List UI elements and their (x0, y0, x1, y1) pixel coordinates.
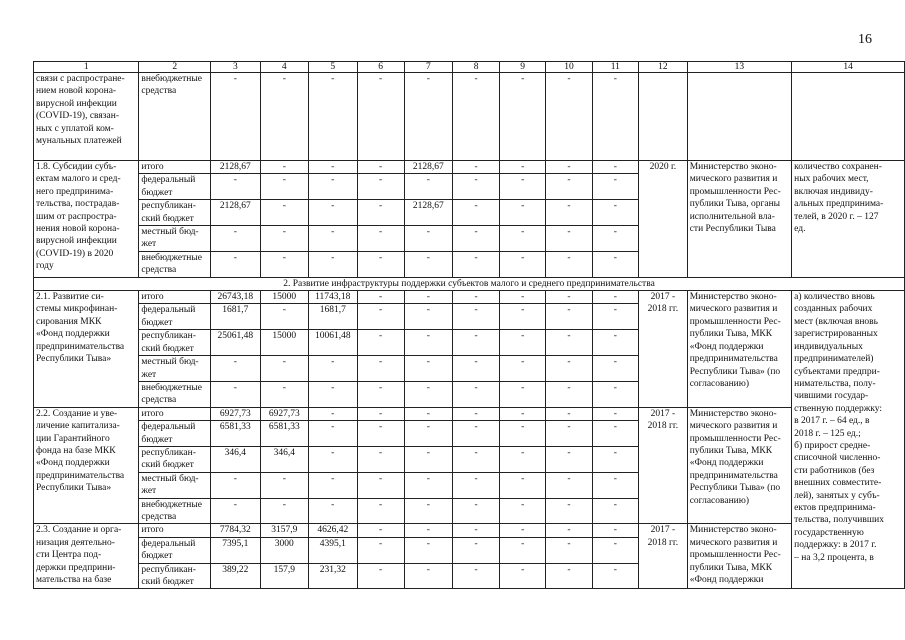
funding-source: республикан- ский бюджет (139, 563, 211, 589)
value-cell: - (500, 161, 546, 174)
value-cell: - (453, 291, 500, 304)
value-cell: - (453, 407, 500, 420)
value-cell: - (357, 381, 404, 407)
value-cell: 7395,1 (211, 537, 261, 563)
column-number-1: 1 (34, 62, 139, 73)
value-cell: - (592, 304, 638, 330)
value-cell: 6927,73 (211, 407, 261, 420)
value-cell: - (308, 356, 357, 382)
value-cell: - (211, 356, 261, 382)
value-cell: 1681,7 (308, 304, 357, 330)
value-cell: 3157,9 (260, 524, 308, 537)
value-cell: 11743,18 (308, 291, 357, 304)
funding-source: внебюджетные средства (139, 381, 211, 407)
value-cell: - (546, 73, 592, 161)
value-cell: - (260, 226, 308, 252)
value-cell: - (592, 226, 638, 252)
result-cell: количество сохранен- ных рабочих мест, включая индивиду- альных предпринима- телей, в 2020 г. – 127 ед. (792, 161, 905, 278)
value-cell: 26743,18 (211, 291, 261, 304)
value-cell: - (260, 304, 308, 330)
value-cell: - (592, 356, 638, 382)
value-cell: - (592, 407, 638, 420)
value-cell: - (260, 251, 308, 277)
value-cell: - (357, 472, 404, 498)
value-cell: - (357, 161, 404, 174)
value-cell: - (260, 472, 308, 498)
value-cell: - (500, 472, 546, 498)
value-cell: - (500, 498, 546, 524)
funding-source: внебюджетные средства (139, 498, 211, 524)
section-heading: 2. Развитие инфраструктуры поддержки субъектов малого и среднего предпринимательства (34, 277, 905, 290)
value-cell: - (308, 200, 357, 226)
value-cell: - (453, 226, 500, 252)
value-cell: - (308, 381, 357, 407)
value-cell: - (357, 446, 404, 472)
value-cell: - (592, 537, 638, 563)
value-cell: - (308, 498, 357, 524)
value-cell: - (260, 381, 308, 407)
value-cell: - (453, 174, 500, 200)
value-cell: - (404, 174, 452, 200)
value-cell: 10061,48 (308, 330, 357, 356)
value-cell: - (546, 421, 592, 447)
value-cell: - (308, 226, 357, 252)
value-cell: - (592, 446, 638, 472)
funding-source: местный бюд- жет (139, 472, 211, 498)
value-cell: - (404, 226, 452, 252)
program-table (33, 61, 905, 589)
value-cell: - (357, 524, 404, 537)
value-cell: - (211, 472, 261, 498)
funding-source: республикан- ский бюджет (139, 446, 211, 472)
measure-name: 2.3. Создание и орга- низация деятельно- сти Центра под- держки предприни- мательства на базе (34, 524, 139, 589)
value-cell: - (404, 498, 452, 524)
value-cell: - (260, 200, 308, 226)
funding-source: федеральный бюджет (139, 537, 211, 563)
measure-name: 2.2. Создание и уве- личение капитализа- ции Гарантийного фонда на базе МКК «Фонд поддержки предпринимательства Республики Тыва» (34, 407, 139, 524)
value-cell: - (546, 226, 592, 252)
value-cell: - (357, 73, 404, 161)
value-cell: - (404, 446, 452, 472)
column-number-8: 8 (453, 62, 500, 73)
column-number-14: 14 (792, 62, 905, 73)
value-cell: 4626,42 (308, 524, 357, 537)
column-number-11: 11 (592, 62, 638, 73)
result-cell (792, 73, 905, 161)
measure-name: 2.1. Развитие си- стемы микрофинан- сирования МКК «Фонд поддержки предпринимательства Республики Тыва» (34, 291, 139, 408)
value-cell: - (546, 446, 592, 472)
value-cell: - (308, 174, 357, 200)
value-cell: - (357, 407, 404, 420)
value-cell: - (453, 200, 500, 226)
value-cell: - (592, 291, 638, 304)
value-cell: - (500, 407, 546, 420)
value-cell: 6927,73 (260, 407, 308, 420)
period-cell: 2020 г. (638, 161, 687, 278)
value-cell: 6581,33 (260, 421, 308, 447)
value-cell: - (453, 537, 500, 563)
value-cell: - (404, 472, 452, 498)
value-cell: - (211, 226, 261, 252)
value-cell: - (453, 161, 500, 174)
value-cell: - (308, 446, 357, 472)
value-cell: - (500, 200, 546, 226)
funding-source: итого (139, 407, 211, 420)
value-cell: 157,9 (260, 563, 308, 589)
funding-source: местный бюд- жет (139, 356, 211, 382)
value-cell: 15000 (260, 330, 308, 356)
value-cell: - (453, 73, 500, 161)
value-cell: - (453, 563, 500, 589)
column-number-3: 3 (211, 62, 261, 73)
value-cell: 2128,67 (211, 200, 261, 226)
value-cell: - (453, 446, 500, 472)
value-cell: 4395,1 (308, 537, 357, 563)
value-cell: 346,4 (211, 446, 261, 472)
value-cell: - (357, 251, 404, 277)
period-cell: 2017 - 2018 гг. (638, 524, 687, 589)
table-row (34, 407, 905, 420)
value-cell: - (500, 291, 546, 304)
value-cell: - (211, 73, 261, 161)
value-cell: - (500, 251, 546, 277)
funding-source: республикан- ский бюджет (139, 330, 211, 356)
value-cell: - (546, 498, 592, 524)
value-cell: - (500, 446, 546, 472)
value-cell: - (357, 537, 404, 563)
value-cell: - (453, 498, 500, 524)
value-cell: - (592, 174, 638, 200)
value-cell: - (404, 251, 452, 277)
value-cell: - (500, 381, 546, 407)
value-cell: - (404, 563, 452, 589)
executor-cell: Министерство эконо- мического развития и промышленности Рес- публики Тыва, МКК «Фонд поддержки предпринимательства Республики Тыва» (по согласованию) (687, 407, 791, 524)
value-cell: - (357, 498, 404, 524)
value-cell: 3000 (260, 537, 308, 563)
value-cell: - (357, 421, 404, 447)
value-cell: 6581,33 (211, 421, 261, 447)
value-cell: - (211, 381, 261, 407)
value-cell: - (546, 524, 592, 537)
value-cell: - (357, 174, 404, 200)
value-cell: - (308, 407, 357, 420)
value-cell: - (500, 421, 546, 447)
column-number-6: 6 (357, 62, 404, 73)
value-cell: - (404, 524, 452, 537)
value-cell: - (404, 304, 452, 330)
table-row (34, 161, 905, 174)
value-cell: - (592, 200, 638, 226)
value-cell: - (592, 251, 638, 277)
value-cell: - (592, 563, 638, 589)
funding-source: местный бюд- жет (139, 226, 211, 252)
funding-source: республикан- ский бюджет (139, 200, 211, 226)
value-cell: 2128,67 (404, 200, 452, 226)
column-number-12: 12 (638, 62, 687, 73)
funding-source: федеральный бюджет (139, 174, 211, 200)
value-cell: - (211, 251, 261, 277)
value-cell: 15000 (260, 291, 308, 304)
value-cell: - (308, 73, 357, 161)
year-cell (638, 73, 687, 161)
value-cell: - (546, 330, 592, 356)
value-cell: - (500, 73, 546, 161)
value-cell: - (546, 251, 592, 277)
value-cell: - (453, 472, 500, 498)
value-cell: - (453, 524, 500, 537)
value-cell: - (500, 537, 546, 563)
value-cell: - (308, 161, 357, 174)
value-cell: - (546, 356, 592, 382)
executor-cell: Министерство эконо- мического развития и промышленности Рес- публики Тыва, МКК «Фонд поддержки предпринимательства Республики Тыва» (по согласованию) (687, 291, 791, 408)
value-cell: - (308, 472, 357, 498)
value-cell: - (211, 498, 261, 524)
value-cell: - (357, 226, 404, 252)
funding-source: внебюджетные средства (139, 251, 211, 277)
column-number-7: 7 (404, 62, 452, 73)
value-cell: - (260, 498, 308, 524)
table-row (34, 291, 905, 304)
value-cell: - (404, 356, 452, 382)
value-cell: - (500, 356, 546, 382)
value-cell: - (453, 356, 500, 382)
column-number-2: 2 (139, 62, 211, 73)
value-cell: - (404, 407, 452, 420)
period-cell: 2017 - 2018 гг. (638, 407, 687, 524)
value-cell: - (546, 381, 592, 407)
value-cell: 25061,48 (211, 330, 261, 356)
funding-source: итого (139, 291, 211, 304)
result-cell: а) количество вновь созданных рабочих мест (включая вновь зарегистрированных индивидуальных предпринимателей) субъектами предпри- нимательства, полу- чившими государ- ственную поддержку: в 2017 г. – 64 ед., в 2018 г. – 125 ед.; б) прирост средне- списочной численно- сти работников (без внешних совместите- лей), занятых у субъ- ектов предпринима- тельства, получивших государственную поддержку: в 2017 г. – на 3,2 процента, в (792, 291, 905, 589)
value-cell: - (211, 174, 261, 200)
value-cell: - (404, 381, 452, 407)
funding-source: внебюджетные средства (139, 73, 211, 161)
value-cell: - (592, 472, 638, 498)
executor-cell: Министерство эконо- мического развития и промышленности Рес- публики Тыва, МКК «Фонд поддержки (687, 524, 791, 589)
value-cell: - (546, 537, 592, 563)
value-cell: - (453, 304, 500, 330)
header-row (34, 62, 905, 73)
section-row (34, 277, 905, 290)
funding-source: федеральный бюджет (139, 421, 211, 447)
value-cell: - (500, 304, 546, 330)
value-cell: - (404, 330, 452, 356)
value-cell: - (546, 407, 592, 420)
table-row (34, 73, 905, 161)
column-number-10: 10 (546, 62, 592, 73)
measure-name: связи с распростране- нием новой корона- вирусной инфекции (COVID-19), связан- ных с уплатой ком- мунальных платежей (34, 73, 139, 161)
value-cell: - (500, 563, 546, 589)
value-cell: - (546, 161, 592, 174)
value-cell: - (308, 251, 357, 277)
value-cell: - (453, 381, 500, 407)
value-cell: 1681,7 (211, 304, 261, 330)
value-cell: - (453, 330, 500, 356)
value-cell: - (357, 563, 404, 589)
value-cell: 231,32 (308, 563, 357, 589)
column-number-5: 5 (308, 62, 357, 73)
executor-cell: Министерство эконо- мического развития и промышленности Рес- публики Тыва, органы исполнительной вла- сти Республики Тыва (687, 161, 791, 278)
table-row (34, 524, 905, 537)
value-cell: - (404, 421, 452, 447)
value-cell: - (260, 73, 308, 161)
value-cell: 389,22 (211, 563, 261, 589)
value-cell: - (500, 524, 546, 537)
value-cell: - (357, 330, 404, 356)
value-cell: - (500, 226, 546, 252)
value-cell: - (592, 498, 638, 524)
value-cell: 2128,67 (404, 161, 452, 174)
value-cell: - (592, 161, 638, 174)
column-number-13: 13 (687, 62, 791, 73)
value-cell: - (546, 200, 592, 226)
value-cell: - (404, 291, 452, 304)
value-cell: - (546, 472, 592, 498)
value-cell: - (546, 291, 592, 304)
column-number-9: 9 (500, 62, 546, 73)
period-cell: 2017 - 2018 гг. (638, 291, 687, 408)
value-cell: - (453, 251, 500, 277)
executor-cell (687, 73, 791, 161)
value-cell: 2128,67 (211, 161, 261, 174)
value-cell: - (592, 381, 638, 407)
funding-source: итого (139, 524, 211, 537)
value-cell: - (453, 421, 500, 447)
value-cell: - (546, 174, 592, 200)
column-number-4: 4 (260, 62, 308, 73)
value-cell: - (260, 161, 308, 174)
value-cell: - (308, 421, 357, 447)
value-cell: - (546, 304, 592, 330)
funding-source: итого (139, 161, 211, 174)
value-cell: - (404, 537, 452, 563)
value-cell: - (592, 524, 638, 537)
value-cell: - (546, 563, 592, 589)
value-cell: 7784,32 (211, 524, 261, 537)
value-cell: - (357, 356, 404, 382)
value-cell: - (592, 421, 638, 447)
value-cell: - (500, 174, 546, 200)
value-cell: - (357, 291, 404, 304)
page-number: 16 (858, 32, 872, 47)
value-cell: - (357, 200, 404, 226)
value-cell: - (404, 73, 452, 161)
value-cell: - (500, 330, 546, 356)
measure-name: 1.8. Субсидии субъ- ектам малого и сред- него предпринима- тельства, пострадав- шим от распростра- нения новой корона- вирусной инфекции (COVID-19) в 2020 году (34, 161, 139, 278)
value-cell: 346,4 (260, 446, 308, 472)
value-cell: - (260, 356, 308, 382)
value-cell: - (592, 73, 638, 161)
value-cell: - (592, 330, 638, 356)
value-cell: - (357, 304, 404, 330)
value-cell: - (260, 174, 308, 200)
funding-source: федеральный бюджет (139, 304, 211, 330)
